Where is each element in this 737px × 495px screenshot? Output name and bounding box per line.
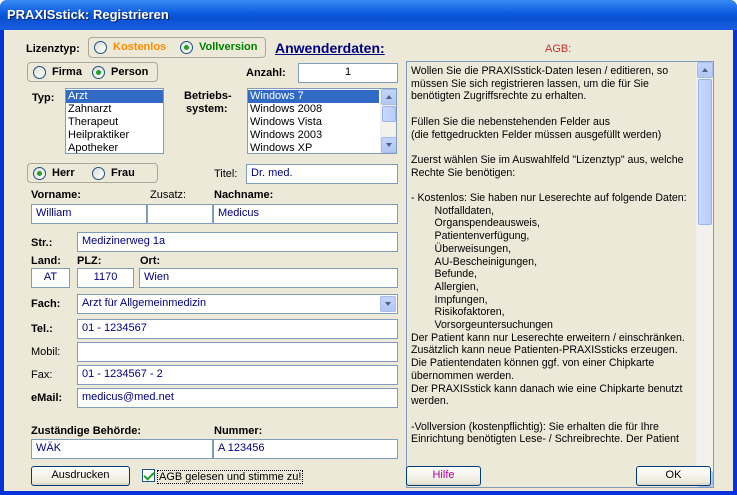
- agb-label: AGB:: [545, 43, 572, 55]
- license-vollversion-radio[interactable]: [180, 41, 193, 54]
- nummer-input[interactable]: A 123456: [213, 439, 398, 459]
- print-button[interactable]: Ausdrucken: [31, 466, 130, 486]
- scroll-thumb[interactable]: [382, 106, 396, 122]
- strasse-input[interactable]: Medizinerweg 1a: [77, 232, 398, 252]
- tel-label: Tel.:: [31, 323, 53, 335]
- email-label: eMail:: [31, 392, 63, 404]
- agb-checkbox-label[interactable]: AGB gelesen und stimme zu!: [159, 471, 302, 483]
- account-type-group: [27, 62, 158, 82]
- chevron-down-icon[interactable]: [380, 296, 396, 312]
- dialog-body: [4, 30, 733, 491]
- anzahl-input[interactable]: 1: [298, 63, 398, 83]
- list-item[interactable]: Windows XP: [250, 142, 313, 154]
- anzahl-label: Anzahl:: [246, 67, 286, 79]
- help-button[interactable]: Hilfe: [406, 466, 481, 486]
- list-item[interactable]: Arzt: [66, 90, 163, 103]
- list-item[interactable]: Apotheker: [68, 142, 119, 154]
- nachname-input[interactable]: Medicus: [213, 204, 398, 224]
- typ-listbox[interactable]: [65, 88, 164, 154]
- list-item[interactable]: Heilpraktiker: [68, 129, 130, 141]
- ok-button[interactable]: OK: [636, 466, 711, 486]
- license-kostenlos-label[interactable]: Kostenlos: [113, 41, 167, 53]
- fach-value: Arzt für Allgemeinmedizin: [82, 297, 207, 309]
- tel-input[interactable]: 01 - 1234567: [77, 319, 398, 339]
- fax-label: Fax:: [31, 369, 53, 381]
- ort-label: Ort:: [140, 255, 161, 267]
- window-title: PRAXISstick: Registrieren: [7, 7, 169, 22]
- person-label[interactable]: Person: [111, 66, 149, 78]
- vorname-label: Vorname:: [31, 189, 81, 201]
- scroll-up-icon[interactable]: [697, 62, 713, 78]
- behoerde-label: Zuständige Behörde:: [31, 425, 142, 437]
- herr-radio[interactable]: [33, 167, 46, 180]
- mobil-label: Mobil:: [31, 346, 61, 358]
- fax-input[interactable]: 01 - 1234567 - 2: [77, 365, 398, 385]
- agb-textarea[interactable]: [406, 61, 714, 488]
- zusatz-input[interactable]: [147, 204, 213, 224]
- plz-input[interactable]: 1170: [77, 268, 134, 288]
- frau-radio[interactable]: [92, 167, 105, 180]
- nachname-label: Nachname:: [214, 189, 274, 201]
- ort-input[interactable]: Wien: [139, 268, 398, 288]
- mobil-input[interactable]: [77, 342, 398, 362]
- agb-checkbox[interactable]: [142, 469, 155, 482]
- list-item[interactable]: Windows Vista: [250, 116, 322, 128]
- anrede-group: [27, 163, 158, 183]
- herr-label[interactable]: Herr: [52, 167, 75, 179]
- fach-label: Fach:: [31, 298, 61, 310]
- section-title: Anwenderdaten:: [275, 40, 385, 56]
- zusatz-label: Zusatz:: [150, 189, 187, 201]
- titel-input[interactable]: Dr. med.: [246, 164, 398, 184]
- betriebssystem-listbox[interactable]: [247, 88, 397, 154]
- plz-label: PLZ:: [77, 255, 102, 267]
- typ-label: Typ:: [32, 92, 55, 104]
- nummer-label: Nummer:: [214, 425, 263, 437]
- scroll-up-icon[interactable]: [381, 89, 397, 105]
- land-input[interactable]: AT: [31, 268, 70, 288]
- person-radio[interactable]: [92, 66, 105, 79]
- betriebssystem-label-1: Betriebs-: [184, 90, 232, 102]
- fach-select[interactable]: [77, 294, 398, 314]
- license-vollversion-label[interactable]: Vollversion: [199, 41, 258, 53]
- list-item[interactable]: Therapeut: [68, 116, 119, 128]
- license-kostenlos-radio[interactable]: [94, 41, 107, 54]
- strasse-label: Str.:: [31, 237, 53, 249]
- firma-radio[interactable]: [33, 66, 46, 79]
- email-input[interactable]: medicus@med.net: [77, 388, 398, 408]
- list-item[interactable]: Zahnarzt: [68, 103, 112, 115]
- titel-label: Titel:: [214, 168, 238, 180]
- license-label: Lizenztyp:: [26, 43, 80, 55]
- frau-label[interactable]: Frau: [111, 167, 135, 179]
- behoerde-input[interactable]: WÄK: [31, 439, 213, 459]
- agb-scrollbar[interactable]: [696, 62, 713, 487]
- list-item[interactable]: Windows 2008: [250, 103, 323, 115]
- license-group: [88, 37, 266, 58]
- scroll-down-icon[interactable]: [381, 137, 397, 153]
- scroll-thumb[interactable]: [698, 79, 712, 225]
- agb-text: Wollen Sie die PRAXISstick-Daten lesen / editieren, so müssen Sie sich registrieren lassen, um die für Sie benötigten Zugriffsrechte zu erhalten. Füllen Sie die nebenstehenden Felder aus (die fettgedruckten Felder müssen ausgefüllt werden) Zuerst wählen Sie im Auswahlfeld "Lizenztyp" aus, welche Rechte Sie benötigen: - Kostenlos: Sie haben nur Leserechte auf folgende Daten: Notfalldaten, Organspendeausweis, Patientenverfügung, Überweisungen, AU-Bescheinigungen, Befunde, Allergien, Impfungen, Risikofaktoren, Vorsorgeuntersuchungen Der Patient kann nur Leserechte erweitern / einschränken. Zusätzlich kann neue Patienten-PRAXISsticks erzeugen. Die Patientendaten können ggf. von einer Chipkarte übernommen werden. Der PRAXISstick kann danach wie eine Chipkarte benutzt werden. -Vollversion (kostenpflichtig): Sie erhalten die für Ihre Einrichtung benötigten Lese- / Schreibrechte. Der Patient: [411, 65, 687, 446]
- title-bar[interactable]: [0, 0, 737, 30]
- land-label: Land:: [31, 255, 61, 267]
- vorname-input[interactable]: William: [31, 204, 147, 224]
- firma-label[interactable]: Firma: [52, 66, 82, 78]
- betriebssystem-scrollbar[interactable]: [380, 89, 396, 153]
- betriebssystem-label-2: system:: [186, 103, 228, 115]
- list-item[interactable]: Windows 7: [248, 90, 379, 103]
- list-item[interactable]: Windows 2003: [250, 129, 323, 141]
